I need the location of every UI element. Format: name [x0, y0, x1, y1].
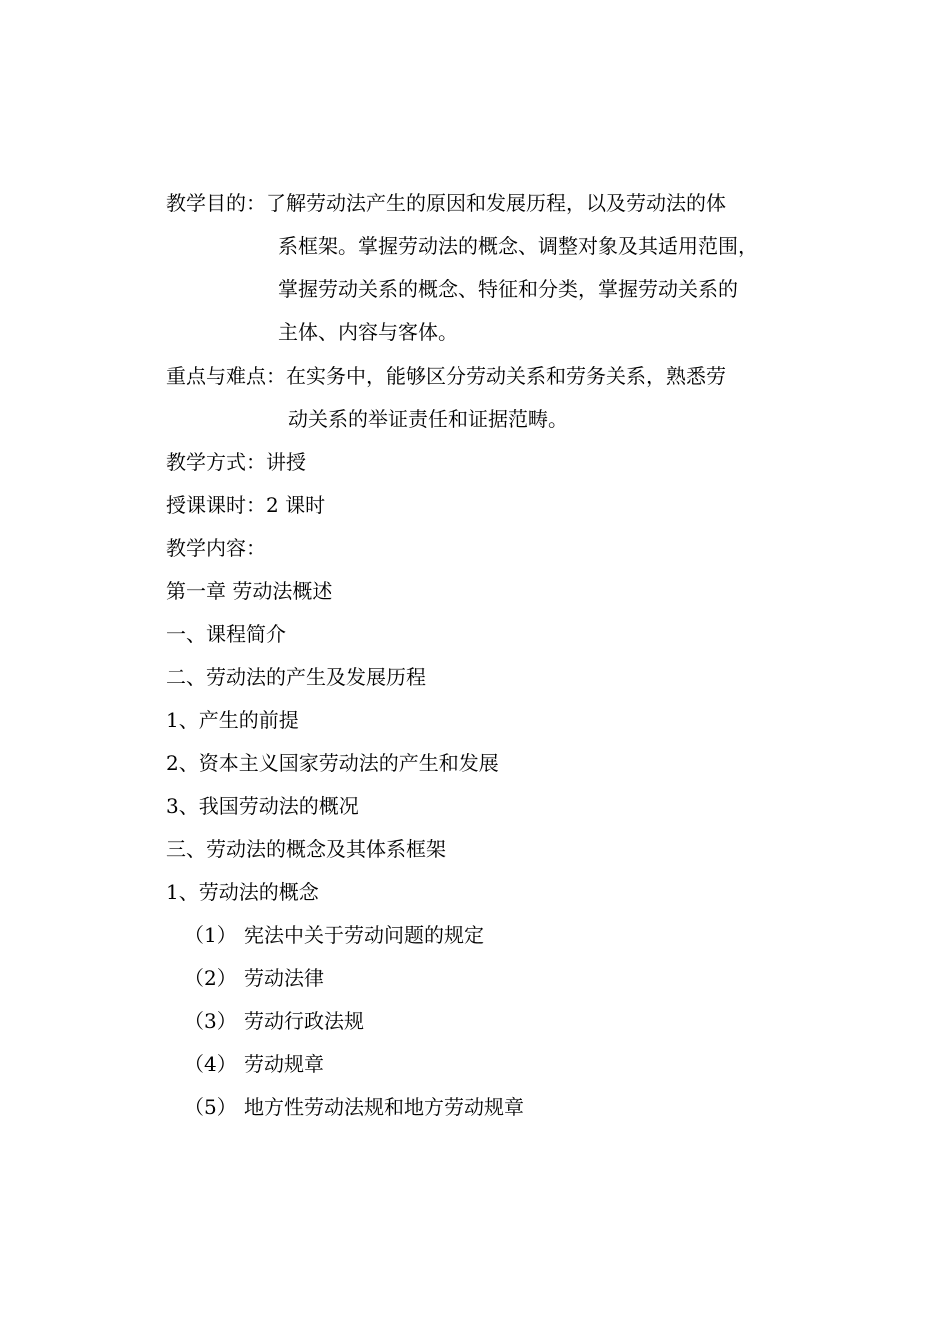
objective-line-2: 系框架。掌握劳动法的概念、调整对象及其适用范围，	[278, 234, 758, 258]
sub-item-number: （1）	[184, 923, 237, 947]
sub-item-number: （5）	[184, 1095, 237, 1119]
sub-item-number: （3）	[184, 1009, 237, 1033]
sub-item	[184, 1008, 364, 1034]
key-points-label: 重点与难点：	[166, 364, 286, 388]
objective-line-1	[166, 190, 726, 216]
sub-item	[184, 965, 324, 991]
sub-item-number: （2）	[184, 966, 237, 990]
key-points-line-1	[166, 363, 726, 389]
section-line: 二、劳动法的产生及发展历程	[166, 665, 426, 689]
section-line: 1、产生的前提	[166, 708, 299, 732]
key-points-line-2: 动关系的举证责任和证据范畴。	[288, 407, 568, 431]
sub-item-text: 地方性劳动法规和地方劳动规章	[244, 1095, 524, 1119]
sub-item-text: 宪法中关于劳动问题的规定	[244, 923, 484, 947]
sub-item-text: 劳动法律	[244, 966, 324, 990]
key-points-text-1: 在实务中，能够区分劳动关系和劳务关系，熟悉劳	[286, 364, 726, 388]
objective-text-1: 了解劳动法产生的原因和发展历程，以及劳动法的体	[266, 191, 726, 215]
content-label: 教学内容：	[166, 536, 266, 560]
objective-label: 教学目的：	[166, 191, 266, 215]
chapter-title: 第一章 劳动法概述	[166, 579, 333, 603]
section-line: 3、我国劳动法的概况	[166, 794, 359, 818]
section-line: 1、劳动法的概念	[166, 880, 319, 904]
objective-line-4: 主体、内容与客体。	[278, 320, 458, 344]
section-line: 三、劳动法的概念及其体系框架	[166, 837, 446, 861]
section-line: 2、资本主义国家劳动法的产生和发展	[166, 751, 499, 775]
teaching-hours: 授课课时：2 课时	[166, 493, 326, 517]
sub-item	[184, 1094, 524, 1120]
sub-item	[184, 922, 484, 948]
sub-item-text: 劳动行政法规	[244, 1009, 364, 1033]
sub-item-text: 劳动规章	[244, 1052, 324, 1076]
objective-line-3: 掌握劳动关系的概念、特征和分类，掌握劳动关系的	[278, 277, 738, 301]
sub-item-number: （4）	[184, 1052, 237, 1076]
sub-item	[184, 1051, 324, 1077]
section-line: 一、课程简介	[166, 622, 286, 646]
teaching-method: 教学方式：讲授	[166, 450, 306, 474]
